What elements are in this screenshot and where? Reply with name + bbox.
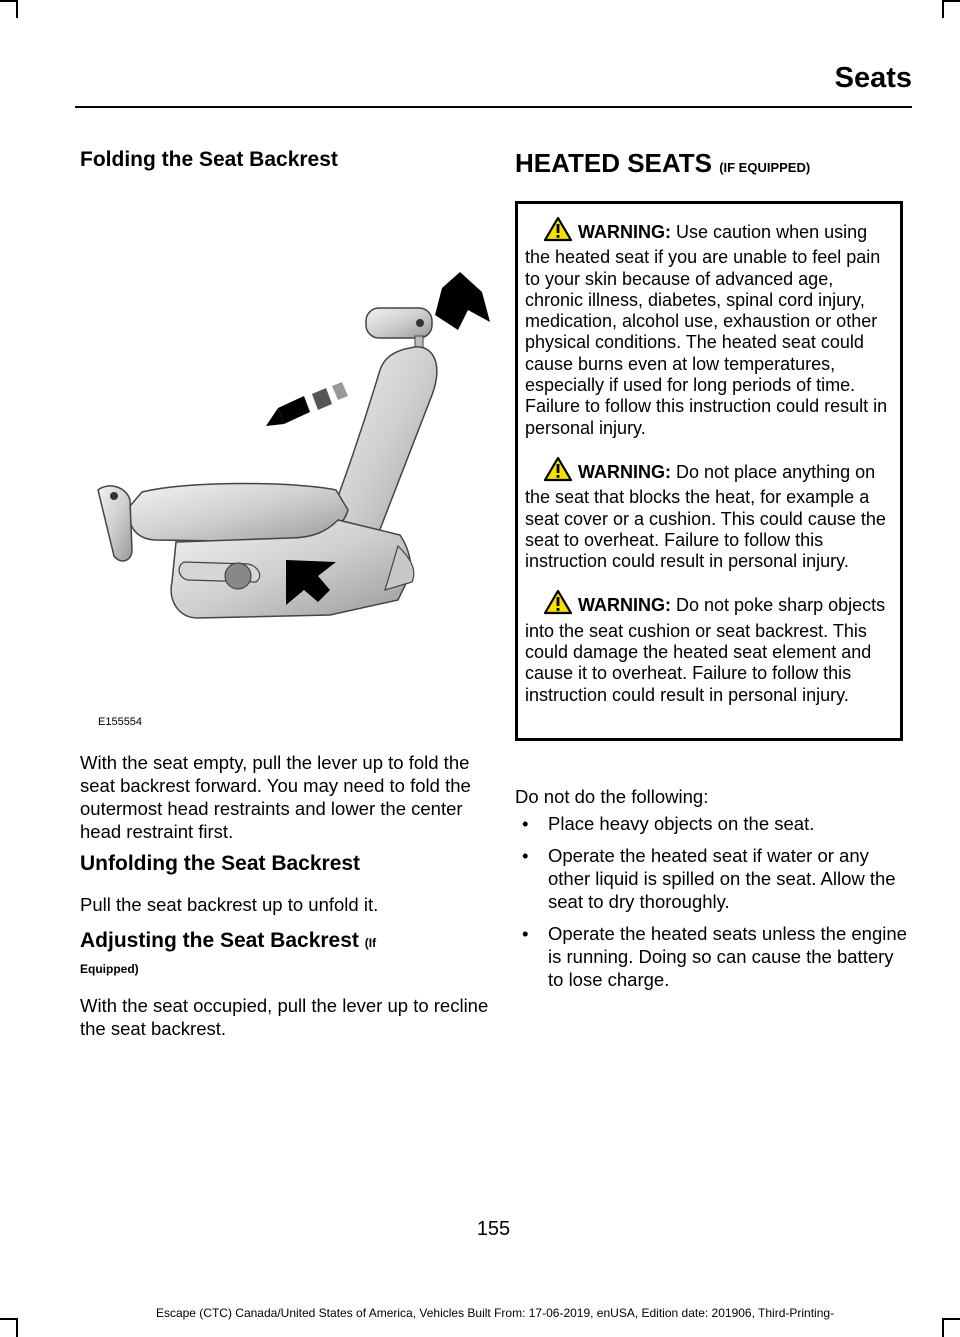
warning-triangle-icon [543,589,573,620]
crop-mark [16,0,18,18]
heading-heated-seats [515,148,810,179]
list-item: • Operate the heated seat if water or any other liquid is spilled on the seat. Allow the seat to dry thoroughly. [515,844,910,913]
figure-id: E155554 [98,716,143,728]
warning-2 [525,456,892,572]
paragraph-unfold-instructions: Pull the seat backrest up to unfold it. [80,894,379,915]
paragraph-fold-instructions: With the seat empty, pull the lever up to fold the seat backrest forward. You may need to fold the outermost head restraints and lower the center head restraint first. [80,752,471,842]
heading-adjusting-backrest [80,929,490,953]
warning-triangle-icon [543,216,573,247]
page-header-title: Seats [834,62,912,94]
header-divider [75,106,912,108]
heading-qualifier-continued: Equipped) [80,962,139,976]
warning-1 [525,216,892,439]
heading-folding-backrest: Folding the Seat Backrest [80,148,338,171]
paragraph-recline-instructions: With the seat occupied, pull the lever up to recline the seat backrest. [80,995,489,1039]
seat-backrest-illustration [80,190,490,730]
page-number: 155 [476,1218,511,1240]
list-item: • Operate the heated seats unless the engine is running. Doing so can cause the battery to lose charge. [515,922,910,991]
warning-text: Use caution when using the heated seat if you are unable to feel pain to your skin because of advanced age, chronic illness, diabetes, spinal cord injury, medication, alcohol use, exhaustion or other physical conditions. The heated seat could cause burns even at low temperatures, especially if used for long periods of time. Failure to follow this instruction could result in personal injury. [525,222,888,438]
crop-mark [942,1318,944,1337]
warning-3 [525,589,892,705]
list-item: • Place heavy objects on the seat. [515,812,910,835]
heading-adjusting-text: Adjusting the Seat Backrest [80,929,359,952]
crop-mark [942,0,944,18]
warning-text: Do not place anything on the seat that blocks the heat, for example a seat cover or a cushion. This could cause the seat to overheat. Failure to follow this instruction could result in personal injury. [525,461,886,572]
paragraph-do-not-intro: Do not do the following: [515,786,709,807]
warning-text: Do not poke sharp objects into the seat cushion or seat backrest. This could damage the heated seat element and cause it to overheat. Failure to follow this instruction could result in personal injury. [525,595,886,705]
warning-triangle-icon [543,456,573,487]
warning-label: WARNING: [578,222,671,242]
heading-unfolding-backrest: Unfolding the Seat Backrest [80,852,361,875]
warning-label: WARNING: [578,595,671,616]
page-footer: Escape (CTC) Canada/United States of America, Vehicles Built From: 17-06-2019, enUSA, Edition date: 201906, Third-Printing- [155,1306,835,1320]
heading-qualifier: (If [364,936,377,950]
crop-mark [942,0,960,2]
heading-heated-seats-qualifier: (IF EQUIPPED) [719,160,811,175]
crop-mark [16,1318,18,1337]
heading-heated-seats-text: HEATED SEATS [515,148,712,178]
do-not-list [515,812,910,1000]
warning-label: WARNING: [578,461,671,482]
warning-box [515,201,903,741]
